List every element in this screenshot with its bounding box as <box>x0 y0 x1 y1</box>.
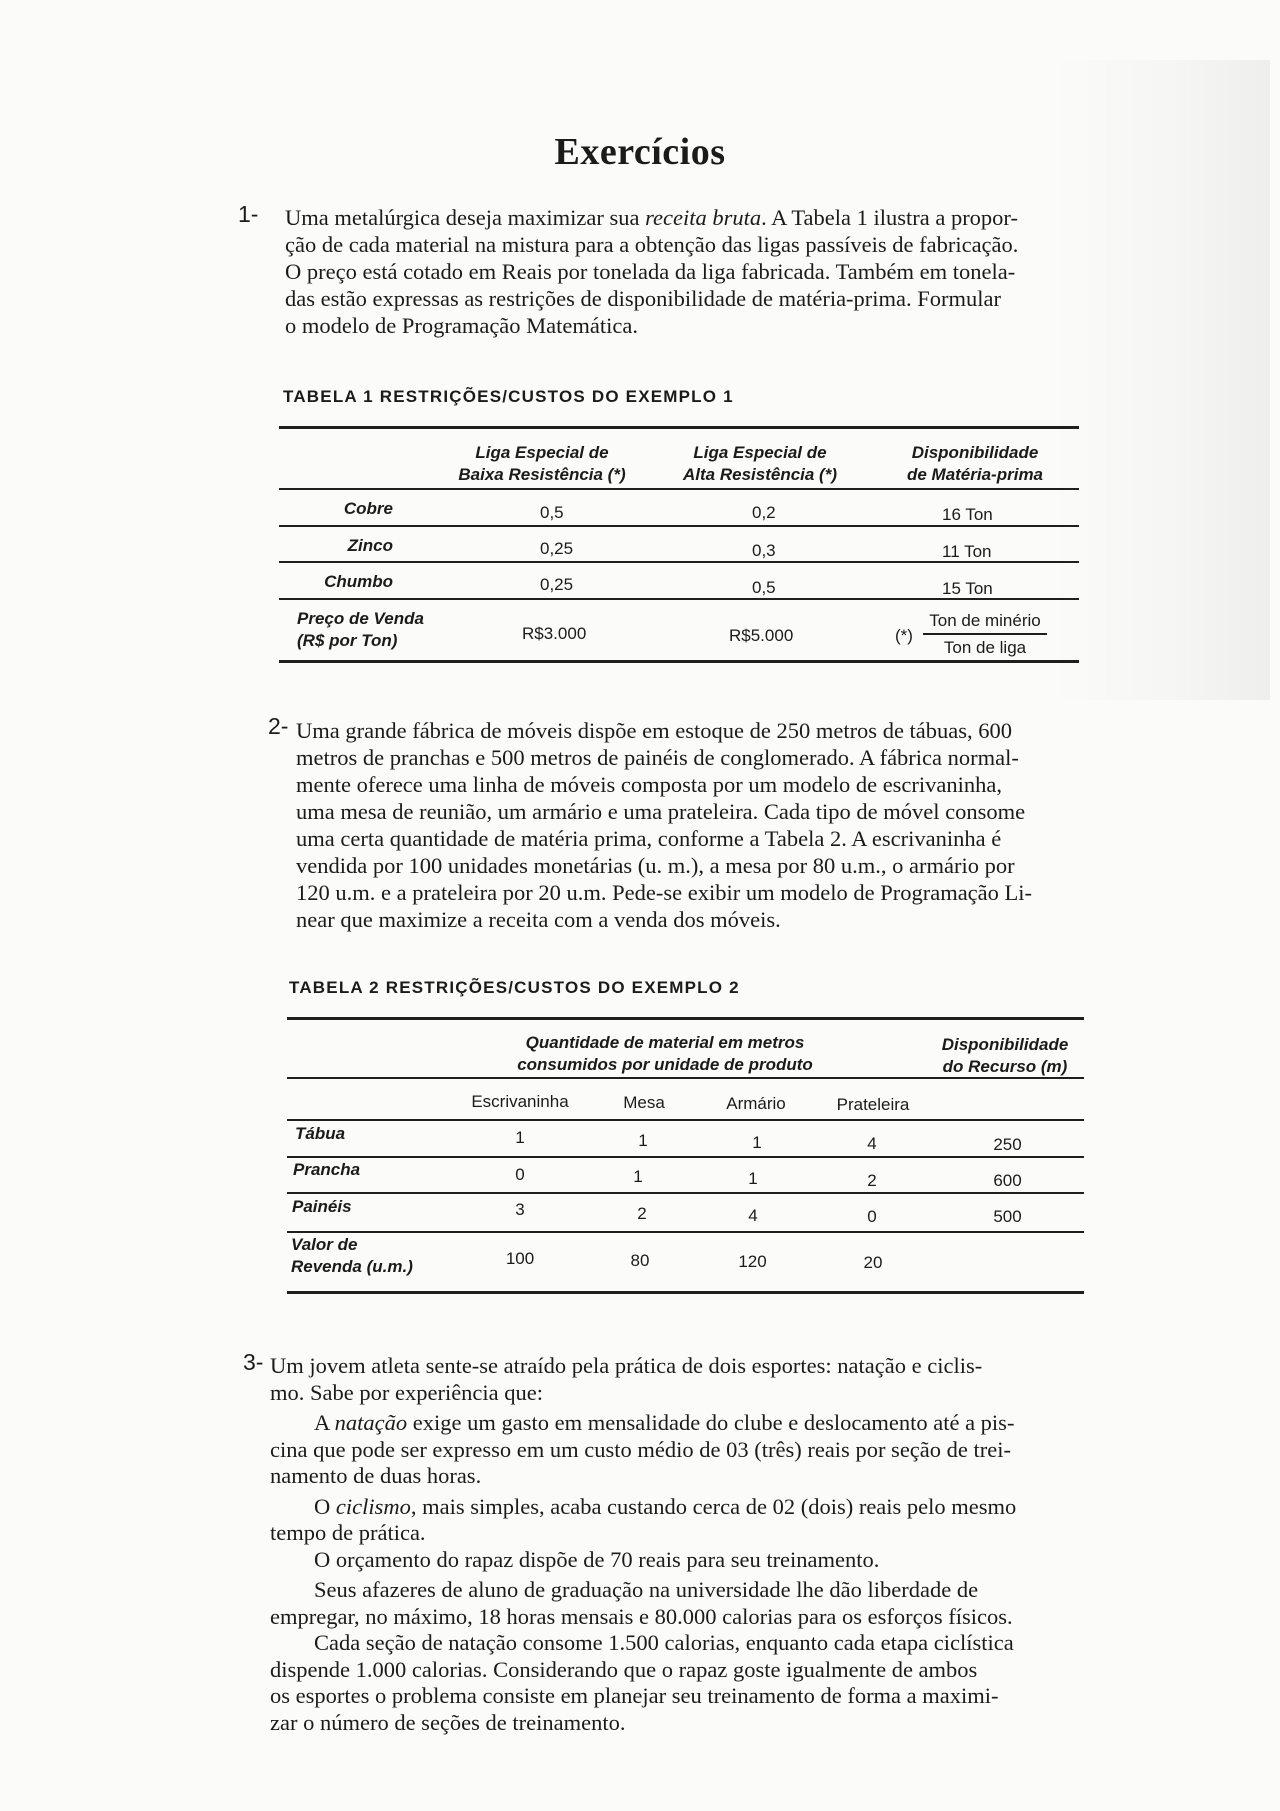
table-2-caption: TABELA 2 RESTRIÇÕES/CUSTOS DO EXEMPLO 2 <box>289 978 740 997</box>
ex1-line-5: o modelo de Programação Matemática. <box>285 313 638 338</box>
t2-product-header: Armário <box>726 1094 786 1113</box>
ex2-line: uma certa quantidade de matéria prima, conforme a Tabela 2. A escrivaninha é <box>296 826 1002 851</box>
t1-header-baixa-l1: Liga Especial de <box>475 443 609 462</box>
t1-header-baixa-l2: Baixa Resistência (*) <box>458 465 626 484</box>
t1-header-disp <box>885 442 1065 486</box>
t1-cell: 0,25 <box>540 575 574 594</box>
ex3-p1-pre: A <box>314 1410 335 1435</box>
exercise-3-text <box>270 1353 1083 1736</box>
t2-cell: 4 <box>867 1134 877 1153</box>
ex3-p2-first <box>270 1494 1083 1521</box>
ex1-emphasis: receita bruta <box>645 205 762 230</box>
t1-price-alta: R$5.000 <box>729 626 794 645</box>
t2-group-header <box>500 1032 830 1076</box>
t1-row-label: Chumbo <box>324 572 393 591</box>
t1-row-label: Zinco <box>347 536 393 555</box>
t1-row-label: Cobre <box>343 499 393 518</box>
t1-note-fraction-bar <box>923 633 1047 635</box>
t1-header-alta-l1: Liga Especial de <box>693 443 827 462</box>
ex3-intro-line: mo. Sabe por experiência que: <box>270 1379 544 1405</box>
t1-header-rule <box>279 488 1079 490</box>
ex3-p5-line: Cada seção de natação consome 1.500 calorias, enquanto cada etapa ciclística <box>314 1630 1014 1655</box>
table-1-bottom-rule <box>279 660 1079 663</box>
t2-disp-header-l2: do Recurso (m) <box>942 1057 1068 1076</box>
t2-cell: 250 <box>993 1135 1022 1154</box>
t2-cell: 1 <box>748 1169 758 1188</box>
t2-disp-header <box>925 1034 1085 1078</box>
t2-cell: 1 <box>752 1133 762 1152</box>
ex2-line: vendida por 100 unidades monetárias (u. m.), a mesa por 80 u.m., o armário por <box>296 853 1015 878</box>
t2-row-rule <box>287 1192 1084 1194</box>
ex3-p2-emphasis: ciclismo <box>335 1493 411 1519</box>
t2-subheader-rule <box>287 1119 1084 1121</box>
t2-value-cell: 20 <box>863 1253 883 1272</box>
ex3-p1-emphasis: natação <box>334 1410 408 1435</box>
t2-cell: 2 <box>637 1204 647 1223</box>
t1-header-disp-l1: Disponibilidade <box>911 443 1039 462</box>
t1-note-denominator: Ton de liga <box>943 638 1027 657</box>
t2-value-cell: 100 <box>505 1249 535 1268</box>
t2-cell: 1 <box>638 1131 648 1150</box>
t2-row-label: Painéis <box>292 1197 352 1216</box>
ex2-line: mente oferece uma linha de móveis composta por um modelo de escrivaninha, <box>296 772 1003 797</box>
t1-price-label <box>297 608 424 652</box>
t2-cell: 4 <box>748 1206 758 1225</box>
t2-value-label <box>291 1234 413 1278</box>
t2-product-header: Prateleira <box>836 1095 910 1114</box>
t2-value-label-l2: Revenda (u.m.) <box>291 1257 413 1276</box>
table-2-bottom-rule <box>287 1291 1084 1294</box>
exercise-1-number: 1- <box>238 201 259 227</box>
ex3-p5-line: os esportes o problema consiste em planejar seu treinamento de forma a maximi- <box>270 1683 999 1708</box>
t1-header-baixa <box>452 442 632 486</box>
t1-cell: 0,5 <box>540 503 564 522</box>
ex3-p2-pre: O <box>314 1493 336 1519</box>
t2-value-cell: 120 <box>738 1252 767 1271</box>
t1-cell: 0,5 <box>752 578 776 597</box>
t2-row-label: Tábua <box>295 1124 346 1143</box>
ex1-line-2: ção de cada material na mistura para a obtenção das ligas passíveis de fabricação. <box>285 232 1019 257</box>
t2-product-header: Escrivaninha <box>471 1092 569 1111</box>
table-1-top-rule <box>279 426 1079 429</box>
table-1-caption: TABELA 1 RESTRIÇÕES/CUSTOS DO EXEMPLO 1 <box>283 387 734 406</box>
t2-group-header-l1: Quantidade de material em metros <box>525 1033 805 1052</box>
t2-cell: 1 <box>633 1167 643 1186</box>
t2-row-rule <box>287 1156 1084 1158</box>
t2-value-cell: 80 <box>630 1251 650 1270</box>
exercise-3-number: 3- <box>243 1349 264 1375</box>
t1-row-rule <box>279 525 1079 527</box>
table-2-top-rule <box>287 1017 1084 1020</box>
ex3-p1-first <box>270 1410 1083 1437</box>
page-title: Exercícios <box>554 131 726 173</box>
ex1-line-1a: Uma metalúrgica deseja maximizar sua <box>285 205 646 230</box>
ex2-line: Uma grande fábrica de móveis dispõe em estoque de 250 metros de tábuas, 600 <box>296 718 1013 743</box>
ex3-p1-line: namento de duas horas. <box>270 1463 482 1488</box>
t2-cell: 1 <box>515 1128 525 1147</box>
ex2-line: uma mesa de reunião, um armário e uma prateleira. Cada tipo de móvel consome <box>296 799 1026 824</box>
t2-cell: 0 <box>515 1165 525 1184</box>
t1-price-label-l1: Preço de Venda <box>297 609 424 628</box>
t2-cell: 500 <box>993 1207 1022 1226</box>
ex3-p4-line: empregar, no máximo, 18 horas mensais e 80.000 calorias para os esforços físicos. <box>270 1603 1013 1629</box>
t1-header-alta <box>670 442 850 486</box>
t2-product-header: Mesa <box>623 1093 665 1112</box>
ex3-p3: O orçamento do rapaz dispõe de 70 reais para seu treinamento. <box>314 1546 880 1572</box>
t1-cell: 11 Ton <box>942 542 992 561</box>
exercise-2-number: 2- <box>268 713 289 739</box>
ex2-line: near que maximize a receita com a venda dos móveis. <box>296 907 781 932</box>
ex3-p5-line: zar o número de seções de treinamento. <box>270 1709 626 1735</box>
ex3-p5-line: dispende 1.000 calorias. Considerando que o rapaz goste igualmente de ambos <box>270 1656 978 1682</box>
ex3-p2-rest: , mais simples, acaba custando cerca de 02 (dois) reais pelo mesmo <box>410 1493 1017 1519</box>
ex3-p2-line: tempo de prática. <box>270 1520 426 1545</box>
t1-cell: 16 Ton <box>942 505 993 524</box>
t2-header-rule <box>287 1077 1084 1079</box>
t1-note-numerator: Ton de minério <box>929 611 1041 630</box>
ex1-line-3: O preço está cotado em Reais por tonelada da liga fabricada. Também em tonela- <box>285 259 1016 284</box>
ex3-intro-line: Um jovem atleta sente-se atraído pela prática de dois esportes: natação e ciclis- <box>270 1353 983 1378</box>
t2-cell: 0 <box>867 1207 877 1226</box>
ex2-line: 120 u.m. e a prateleira por 20 u.m. Pede-se exibir um modelo de Programação Li- <box>296 880 1033 905</box>
t2-cell: 2 <box>867 1171 877 1190</box>
t1-row-rule <box>279 598 1079 600</box>
t2-disp-header-l1: Disponibilidade <box>941 1035 1069 1054</box>
t1-row-rule <box>279 561 1079 563</box>
t1-cell: 0,2 <box>752 503 776 522</box>
ex1-line-4: das estão expressas as restrições de disponibilidade de matéria-prima. Formular <box>285 286 1002 311</box>
t1-header-alta-l2: Alta Resistência (*) <box>683 465 837 484</box>
ex3-p4-line: Seus afazeres de aluno de graduação na universidade lhe dão liberdade de <box>314 1577 979 1602</box>
t2-row-rule <box>287 1231 1084 1233</box>
t1-price-label-l2: (R$ por Ton) <box>297 631 398 650</box>
t2-cell: 600 <box>993 1171 1022 1190</box>
t2-row-label: Prancha <box>293 1160 361 1179</box>
t1-cell: 0,25 <box>540 539 574 558</box>
t2-group-header-l2: consumidos por unidade de produto <box>517 1055 813 1074</box>
t1-cell: 0,3 <box>752 541 776 560</box>
t1-price-baixa: R$3.000 <box>522 624 587 643</box>
exercise-2-text <box>296 717 1091 933</box>
ex3-p1-line: cina que pode ser expresso em um custo médio de 03 (três) reais por seção de trei- <box>270 1436 1011 1462</box>
exercise-1-text <box>285 204 1083 339</box>
t2-value-label-l1: Valor de <box>291 1235 358 1254</box>
t1-header-disp-l2: de Matéria-prima <box>906 465 1044 484</box>
t1-cell: 15 Ton <box>942 579 993 598</box>
ex2-line: metros de pranchas e 500 metros de painéis de conglomerado. A fábrica normal- <box>296 745 1019 770</box>
ex1-line-1b: . A Tabela 1 ilustra a propor- <box>761 205 1018 230</box>
t2-cell: 3 <box>515 1200 525 1219</box>
ex3-p1-rest: exige um gasto em mensalidade do clube e deslocamento até a pis- <box>407 1410 1015 1435</box>
t1-note-marker: (*) <box>895 626 913 645</box>
